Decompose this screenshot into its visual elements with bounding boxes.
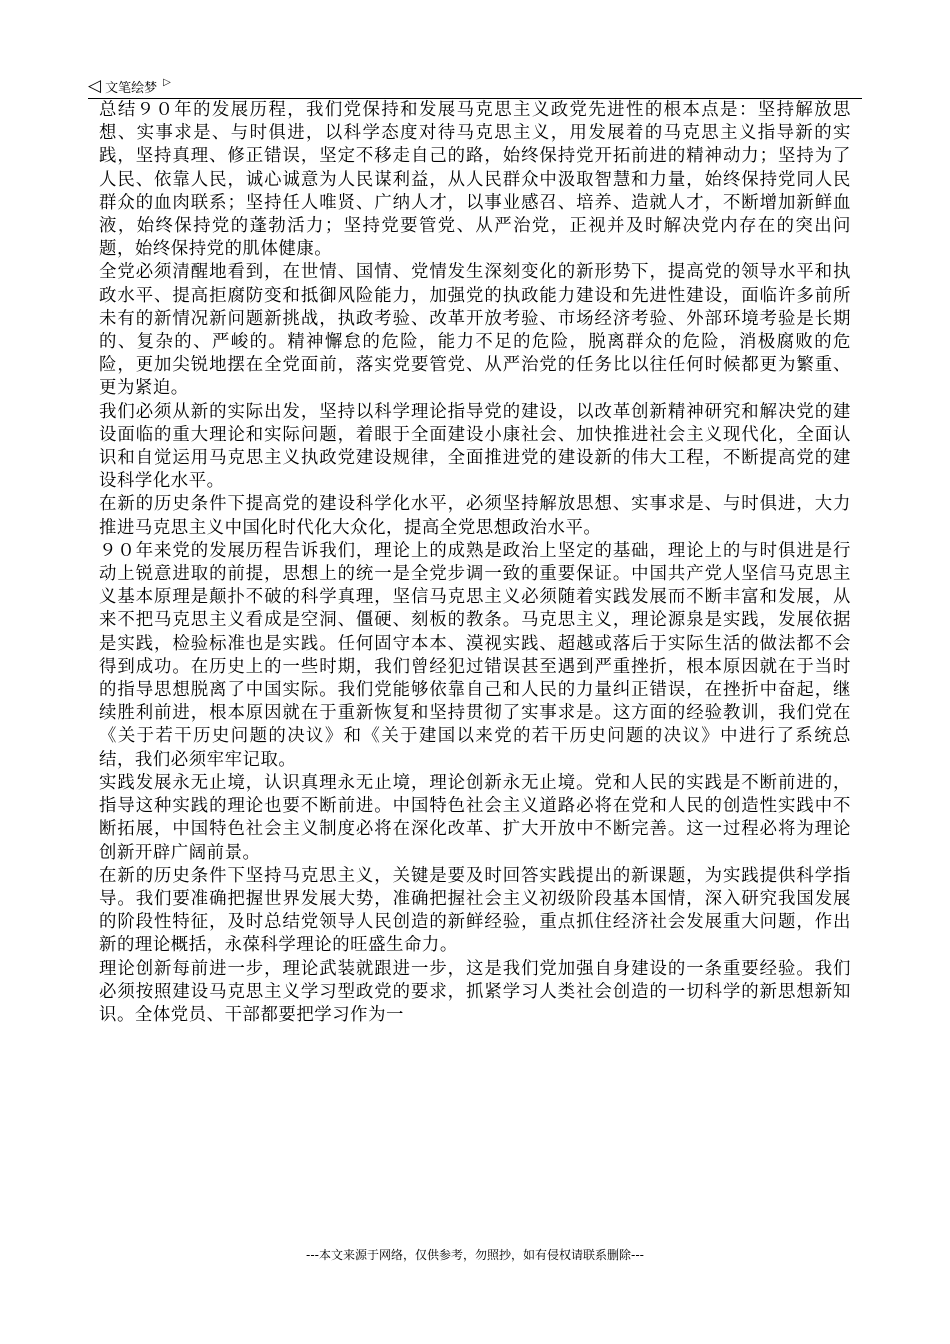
paragraph: 我们必须从新的实际出发，坚持以科学理论指导党的建设，以改革创新精神研究和解决党的建设面临的重大理论和实际问题，着眼于全面建设小康社会、加快推进社会主义现代化，全面认识和自觉运用马克思主义执政党建设规律，全面推进党的建设新的伟大工程，不断提高党的建设科学化水平。 (99, 401, 851, 492)
paragraph: 总结９０年的发展历程，我们党保持和发展马克思主义政党先进性的根本点是：坚持解放思想、实事求是、与时俱进，以科学态度对待马克思主义，用发展着的马克思主义指导新的实践，坚持真理、修正错误，坚定不移走自己的路，始终保持党开拓前进的精神动力；坚持为了人民、依靠人民，诚心诚意为人民谋利益，从人民群众中汲取智慧和力量，始终保持党同人民群众的血肉联系；坚持任人唯贤、广纳人才，以事业感召、培养、造就人才，不断增加新鲜血液，始终保持党的蓬勃活力；坚持党要管党、从严治党，正视并及时解决党内存在的突出问题，始终保持党的肌体健康。 (99, 100, 851, 260)
paragraph: 理论创新每前进一步，理论武装就跟进一步，这是我们党加强自身建设的一条重要经验。我们必须按照建设马克思主义学习型政党的要求，抓紧学习人类社会创造的一切科学的新思想新知识。全体党员、干部都要把学习作为一 (99, 958, 851, 1025)
header-title: 文笔绘梦 (105, 80, 158, 96)
right-triangle-icon: ▷ (163, 77, 171, 88)
page-header (88, 74, 862, 99)
paragraph: 在新的历史条件下提高党的建设科学化水平，必须坚持解放思想、实事求是、与时俱进，大力推进马克思主义中国化时代化大众化，提高全党思想政治水平。 (99, 494, 851, 538)
paragraph: 实践发展永无止境，认识真理永无止境，理论创新永无止境。党和人民的实践是不断前进的，指导这种实践的理论也要不断前进。中国特色社会主义道路必将在党和人民的创造性实践中不断拓展，中国特色社会主义制度必将在深化改革、扩大开放中不断完善。这一过程必将为理论创新开辟广阔前景。 (99, 772, 851, 863)
left-triangle-icon: ◁ (88, 75, 102, 96)
paragraph: 在新的历史条件下坚持马克思主义，关键是要及时回答实践提出的新课题，为实践提供科学指导。我们要准确把握世界发展大势，准确把握社会主义初级阶段基本国情，深入研究我国发展的阶段性特征，及时总结党领导人民创造的新鲜经验，重点抓住经济社会发展重大问题，作出新的理论概括，永葆科学理论的旺盛生命力。 (99, 865, 851, 956)
footer-notice: ---本文来源于网络，仅供参考，勿照抄，如有侵权请联系删除--- (306, 1248, 644, 1262)
paragraph: 全党必须清醒地看到，在世情、国情、党情发生深刻变化的新形势下，提高党的领导水平和执政水平、提高拒腐防变和抵御风险能力，加强党的执政能力建设和先进性建设，面临许多前所未有的新情况新问题新挑战，执政考验、改革开放考验、市场经济考验、外部环境考验是长期的、复杂的、严峻的。精神懈怠的危险，能力不足的危险，脱离群众的危险，消极腐败的危险，更加尖锐地摆在全党面前，落实党要管党、从严治党的任务比以往任何时候都更为繁重、更为紧迫。 (99, 262, 851, 399)
paragraph: ９０年来党的发展历程告诉我们，理论上的成熟是政治上坚定的基础，理论上的与时俱进是行动上锐意进取的前提，思想上的统一是全党步调一致的重要保证。中国共产党人坚信马克思主义基本原理是颠扑不破的科学真理，坚信马克思主义必须随着实践发展而不断丰富和发展，从来不把马克思主义看成是空洞、僵硬、刻板的教条。马克思主义，理论源泉是实践，发展依据是实践，检验标准也是实践。任何固守本本、漠视实践、超越或落后于实际生活的做法都不会得到成功。在历史上的一些时期，我们曾经犯过错误甚至遇到严重挫折，根本原因就在于当时的指导思想脱离了中国实际。我们党能够依靠自己和人民的力量纠正错误，在挫折中奋起，继续胜利前进，根本原因就在于重新恢复和坚持贯彻了实事求是。这方面的经验教训，我们党在《关于若干历史问题的决议》和《关于建国以来党的若干历史问题的决议》中进行了系统总结，我们必须牢牢记取。 (99, 540, 851, 770)
document-body (99, 99, 851, 1027)
